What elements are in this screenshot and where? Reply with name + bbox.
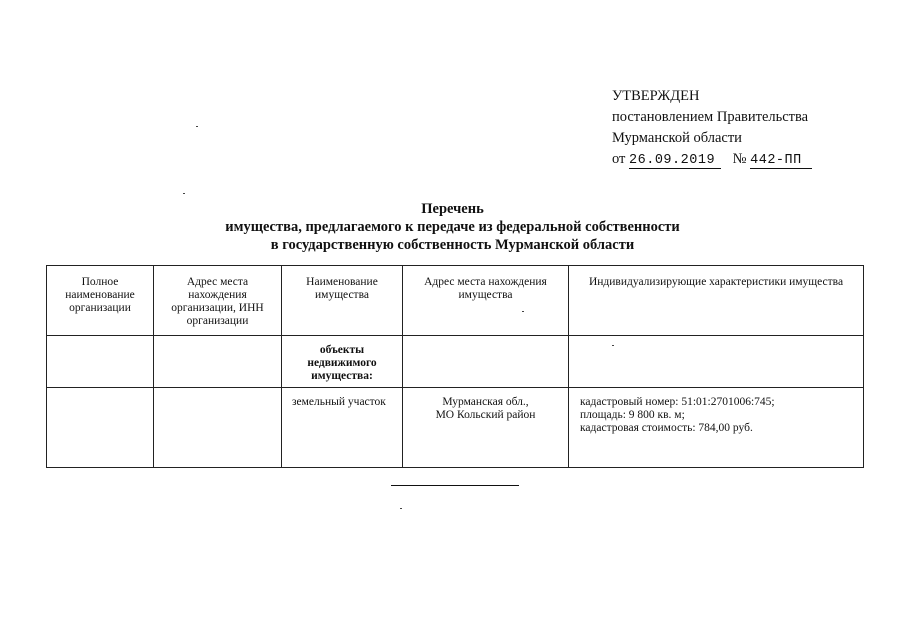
cadastral-value: кадастровая стоимость: 784,00 руб. [580,422,753,434]
document-title [0,200,905,254]
table-row [47,336,864,388]
header-property-name: Наименование имущества [282,266,403,336]
scan-speck [400,508,402,509]
end-divider [391,485,519,486]
table-cell [569,336,864,388]
table-cell [154,388,282,468]
category-label: объекты недвижимого имущества: [282,336,403,388]
title-line-3: в государственную собственность Мурманской области [270,237,635,253]
scan-speck [612,345,614,346]
address-line: МО Кольский район [435,409,536,421]
table-cell [47,388,154,468]
header-property-address: Адрес места нахождения имущества [403,266,569,336]
approval-decree-line: постановлением Правительства [612,109,809,125]
scan-speck [183,193,185,194]
property-name: земельный участок [282,388,403,468]
address-line: Мурманская обл., [442,396,529,408]
table-row [47,388,864,468]
cadastral-number: кадастровый номер: 51:01:2701006:745; [580,396,775,408]
date-prefix: от [612,151,626,167]
scan-speck [522,311,524,312]
table-cell [403,336,569,388]
property-address [403,388,569,468]
property-table [46,265,864,468]
header-org-name: Полное наименование организации [47,266,154,336]
table-cell [47,336,154,388]
title-line-2: имущества, предлагаемого к передаче из федеральной собственности [225,219,680,235]
property-characteristics [569,388,864,468]
title-line-1: Перечень [421,201,484,217]
scan-speck [196,126,198,127]
approval-stamp [612,86,812,170]
approval-region-line: Мурманской области [612,130,742,146]
approval-date-line [612,149,812,170]
decree-date: 26.09.2019 [629,153,721,169]
table-header-row [47,266,864,336]
number-prefix: № [732,151,747,167]
approval-heading: УТВЕРЖДЕН [612,88,700,104]
table-cell [154,336,282,388]
decree-number: 442-ПП [750,153,812,169]
area: площадь: 9 800 кв. м; [580,409,685,421]
header-characteristics: Индивидуализирующие характеристики имущества [569,266,864,336]
header-org-address: Адрес места нахождения организации, ИНН организации [154,266,282,336]
